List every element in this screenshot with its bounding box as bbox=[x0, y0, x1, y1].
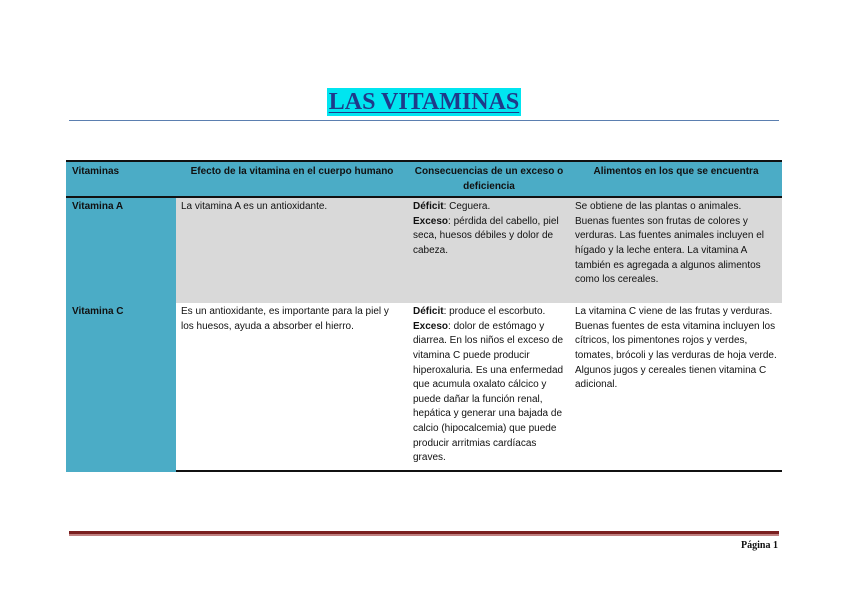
page-number: Página 1 bbox=[741, 540, 778, 551]
document-title-wrapper bbox=[0, 88, 848, 116]
row-vitamin-name: Vitamina C bbox=[66, 303, 176, 471]
exceso-label: Exceso bbox=[413, 320, 449, 332]
table-header-row bbox=[66, 161, 782, 197]
row-consequences bbox=[408, 303, 570, 471]
table-row bbox=[66, 197, 782, 303]
deficit-label: Déficit bbox=[413, 201, 444, 213]
vitamins-table bbox=[66, 160, 782, 472]
row-foods: Se obtiene de las plantas o animales. Buenas fuentes son frutas de colores y verduras. Las fuentes animales incluyen el hígado y la leche entera. La vitamina A también es agregada a algunos alimentos como los cereales. bbox=[570, 197, 782, 303]
exceso-text: : pérdida del cabello, piel seca, huesos débiles y dolor de cabeza. bbox=[413, 215, 559, 256]
header-consecuencias: Consecuencias de un exceso o deficiencia bbox=[408, 161, 570, 197]
header-vitaminas: Vitaminas bbox=[66, 161, 176, 197]
row-effect: La vitamina A es un antioxidante. bbox=[176, 197, 408, 303]
document-title: LAS VITAMINAS bbox=[328, 89, 520, 115]
title-divider bbox=[69, 120, 779, 121]
deficit-text: : produce el escorbuto. bbox=[443, 306, 546, 318]
footer-divider-shadow bbox=[69, 534, 779, 536]
deficit-label: Déficit bbox=[413, 306, 444, 318]
exceso-label: Exceso bbox=[413, 215, 449, 227]
deficit-text: : Ceguera. bbox=[443, 201, 491, 213]
row-consequences bbox=[408, 197, 570, 303]
table-row bbox=[66, 303, 782, 471]
header-alimentos: Alimentos en los que se encuentra bbox=[570, 161, 782, 197]
row-effect: Es un antioxidante, es importante para la piel y los huesos, ayuda a absorber el hierro. bbox=[176, 303, 408, 471]
header-efecto: Efecto de la vitamina en el cuerpo humano bbox=[176, 161, 408, 197]
row-vitamin-name: Vitamina A bbox=[66, 197, 176, 303]
row-foods: La vitamina C viene de las frutas y verduras. Buenas fuentes de esta vitamina incluyen los cítricos, los pimentones rojos y verdes, tomates, brócoli y las verduras de hoja verde. Algunos jugos y cereales tienen vitamina C adicional. bbox=[570, 303, 782, 471]
exceso-text: : dolor de estómago y diarrea. En los niños el exceso de vitamina C puede producir hiperoxaluria. Es una enfermedad que acumula oxalato cálcico y puede dañar la función renal, hepática y generar una bajada de calcio (hipocalcemia) que puede producir arritmias cardíacas graves. bbox=[413, 320, 564, 464]
